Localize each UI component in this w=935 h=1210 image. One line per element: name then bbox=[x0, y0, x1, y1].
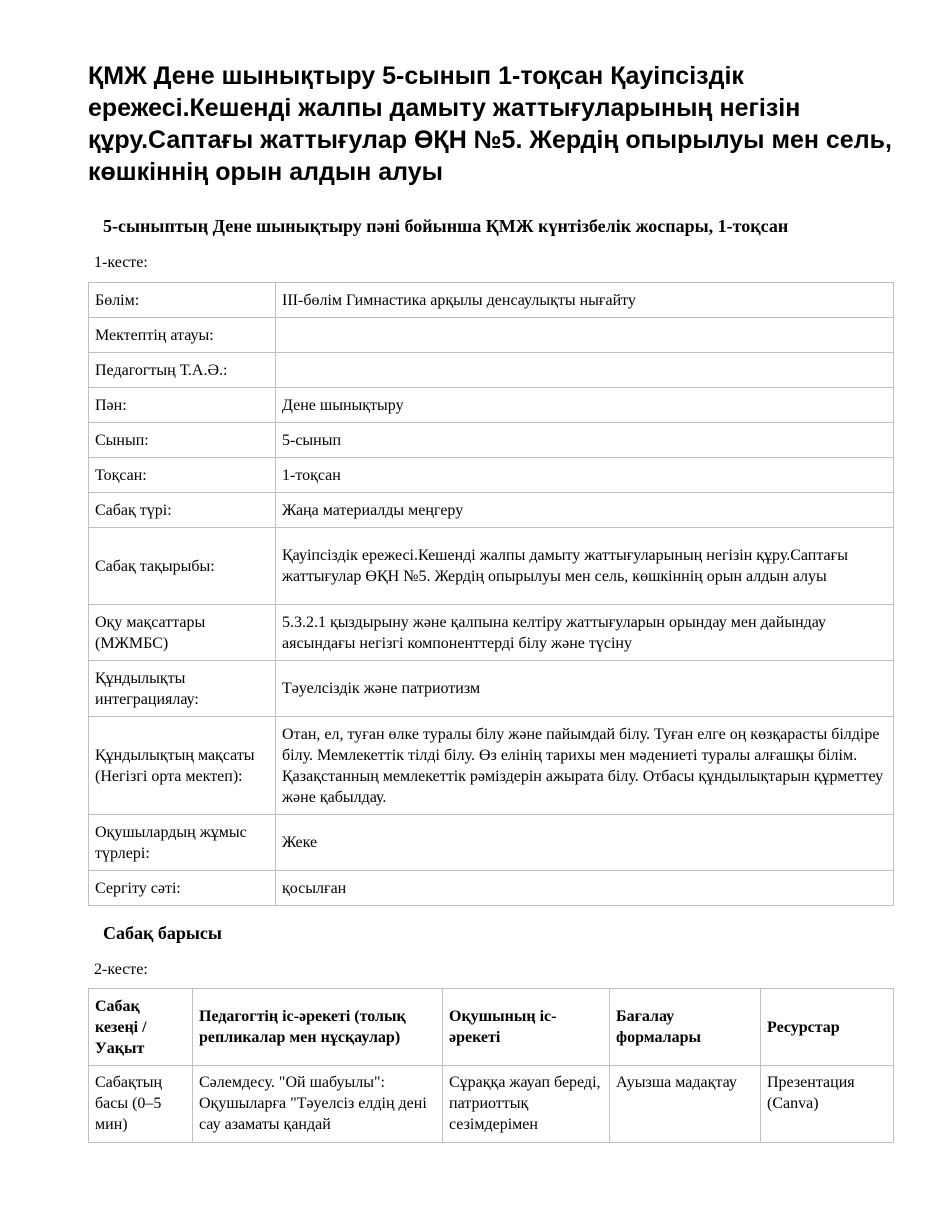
header-student-action: Оқушының іс-әрекеті bbox=[443, 989, 610, 1066]
row-value: 5.3.2.1 қыздырыну және қалпына келтіру жаттығуларын орындау мен дайындау аясындағы негізгі компоненттерді білу және түсіну bbox=[276, 605, 894, 661]
table2-caption: 2-кесте: bbox=[94, 961, 148, 978]
row-label: Сынып: bbox=[89, 423, 276, 458]
cell-stage: Сабақтың басы (0–5 мин) bbox=[89, 1066, 193, 1143]
table-row bbox=[89, 493, 894, 528]
table-row bbox=[89, 353, 894, 388]
plan-heading: 5-сыныптың Дене шынықтыру пәні бойынша ҚМЖ күнтізбелік жоспары, 1-тоқсан bbox=[103, 216, 789, 236]
row-label: Пән: bbox=[89, 388, 276, 423]
row-value: Отан, ел, туған өлке туралы білу және пайымдай білу. Туған елге оң көзқарасты білдіре білу. Мемлекеттік тілді білу. Өз елінің тарихы мен мәдениеті туралы алғашқы білім. Қазақстанның мемлекеттік рәміздерін ажырата білу. Отбасы құндылықтарын құрметтеу және қабылдау. bbox=[276, 717, 894, 815]
header-teacher-action: Педагогтің іс-әрекеті (толық репликалар мен нұсқаулар) bbox=[193, 989, 443, 1066]
lesson-heading: Сабақ барысы bbox=[103, 923, 222, 943]
document-page bbox=[88, 0, 893, 1143]
table-row bbox=[89, 661, 894, 717]
table-row bbox=[89, 318, 894, 353]
lesson-flow-table bbox=[88, 988, 894, 1143]
row-label: Сергіту сәті: bbox=[89, 871, 276, 906]
row-value bbox=[276, 353, 894, 388]
row-value: ІІІ-бөлім Гимнастика арқылы денсаулықты нығайту bbox=[276, 283, 894, 318]
document-title: ҚМЖ Дене шынықтыру 5-сынып 1-тоқсан Қауіпсіздік ережесі.Кешенді жалпы дамыту жаттығуларының негізін құру.Саптағы жаттығулар ӨҚН №5. Жердің опырылуы мен сель, көшкіннің орын алдын алуы bbox=[88, 62, 892, 186]
row-value: Жеке bbox=[276, 815, 894, 871]
row-label: Бөлім: bbox=[89, 283, 276, 318]
table-header-row bbox=[89, 989, 894, 1066]
table-row bbox=[89, 1066, 894, 1143]
table-row bbox=[89, 871, 894, 906]
header-assessment: Бағалау формалары bbox=[610, 989, 761, 1066]
cell-student-action: Сұраққа жауап береді, патриоттық сезімдерімен bbox=[443, 1066, 610, 1143]
row-label: Сабақ түрі: bbox=[89, 493, 276, 528]
table-row bbox=[89, 717, 894, 815]
table-row bbox=[89, 815, 894, 871]
table-row bbox=[89, 605, 894, 661]
row-value: Жаңа материалды меңгеру bbox=[276, 493, 894, 528]
row-label: Мектептің атауы: bbox=[89, 318, 276, 353]
header-stage: Сабақ кезеңі / Уақыт bbox=[89, 989, 193, 1066]
row-value: Қауіпсіздік ережесі.Кешенді жалпы дамыту жаттығуларының негізін құру.Саптағы жаттығулар ӨҚН №5. Жердің опырылуы мен сель, көшкіннің орын алдын алуы bbox=[276, 528, 894, 605]
lesson-info-table bbox=[88, 282, 894, 906]
table-row bbox=[89, 528, 894, 605]
row-label: Тоқсан: bbox=[89, 458, 276, 493]
row-label: Құндылықты интеграциялау: bbox=[89, 661, 276, 717]
row-value bbox=[276, 318, 894, 353]
header-resources: Ресурстар bbox=[761, 989, 894, 1066]
cell-assessment: Ауызша мадақтау bbox=[610, 1066, 761, 1143]
table-row bbox=[89, 423, 894, 458]
table-row bbox=[89, 388, 894, 423]
row-value: Тәуелсіздік және патриотизм bbox=[276, 661, 894, 717]
row-label: Педагогтың Т.А.Ә.: bbox=[89, 353, 276, 388]
table-row bbox=[89, 283, 894, 318]
cell-teacher-action: Сәлемдесу. "Ой шабуылы": Оқушыларға "Тәуелсіз елдің дені сау азаматы қандай bbox=[193, 1066, 443, 1143]
table-row bbox=[89, 458, 894, 493]
row-value: 1-тоқсан bbox=[276, 458, 894, 493]
row-label: Оқу мақсаттары (МЖМБС) bbox=[89, 605, 276, 661]
cell-resources: Презентация (Canva) bbox=[761, 1066, 894, 1143]
table1-caption: 1-кесте: bbox=[94, 254, 148, 271]
row-label: Құндылықтың мақсаты (Негізгі орта мектеп): bbox=[89, 717, 276, 815]
row-value: қосылған bbox=[276, 871, 894, 906]
row-value: 5-сынып bbox=[276, 423, 894, 458]
row-label: Оқушылардың жұмыс түрлері: bbox=[89, 815, 276, 871]
row-value: Дене шынықтыру bbox=[276, 388, 894, 423]
row-label: Сабақ тақырыбы: bbox=[89, 528, 276, 605]
